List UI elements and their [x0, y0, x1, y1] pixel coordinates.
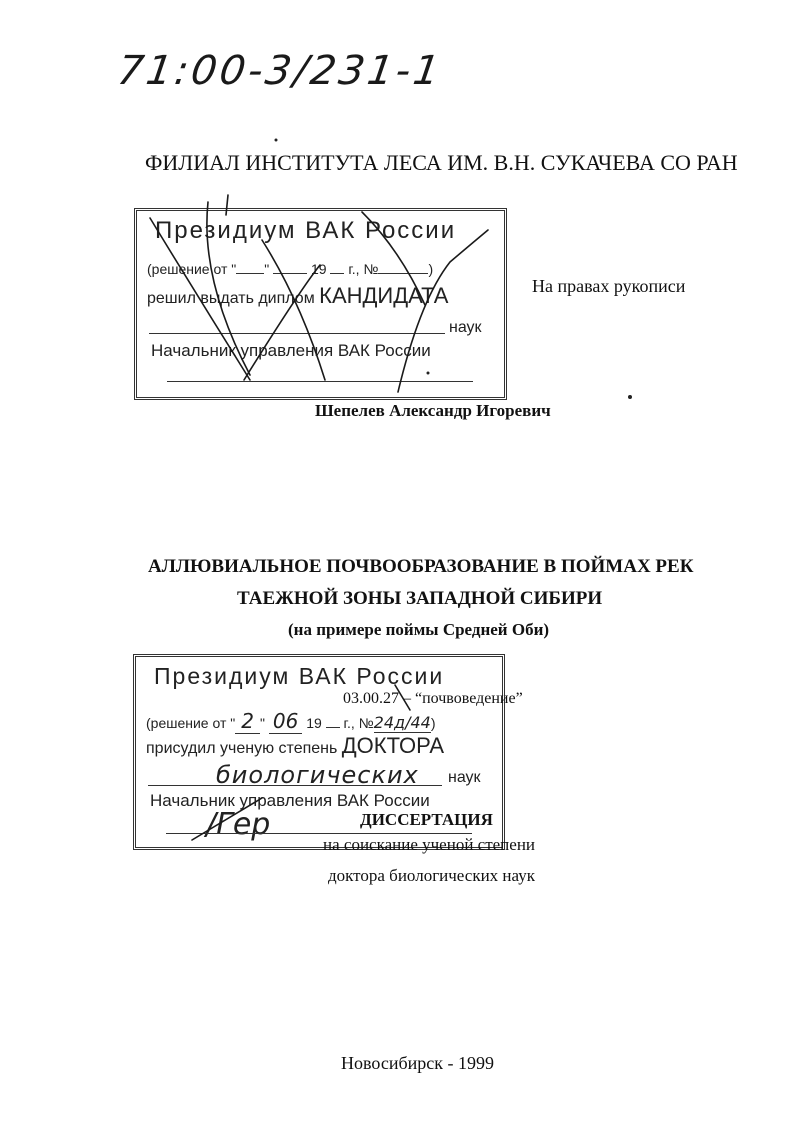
decision-prefix: (решение от "	[147, 261, 237, 277]
ink-dot	[628, 395, 632, 399]
science-suffix: наук	[449, 319, 482, 336]
decision-suffix: г., №	[348, 261, 379, 277]
crossout-stroke	[226, 195, 228, 215]
decision-year: 19	[306, 715, 322, 731]
handwritten-number: 24д/44	[373, 713, 431, 732]
thesis-subtitle: (на примере поймы Средней Оби)	[288, 620, 550, 639]
thesis-title-line-1: АЛЛЮВИАЛЬНОЕ ПОЧВООБРАЗОВАНИЕ В ПОЙМАХ РЕК	[148, 556, 694, 577]
manuscript-note: На правах рукописи	[532, 276, 686, 296]
city-year: Новосибирск - 1999	[341, 1053, 494, 1073]
crossout-stroke	[244, 265, 320, 380]
crossout-stroke	[262, 240, 325, 380]
crossout-stroke	[398, 230, 488, 392]
specialty-code: 03.00.27 – “почвоведение”	[343, 690, 523, 707]
purpose-line-1: на соискание ученой степени	[323, 835, 536, 854]
handwritten-day: 2	[235, 709, 260, 734]
dissertation-label: ДИССЕРТАЦИЯ	[360, 810, 493, 829]
pen-stroke	[192, 798, 262, 840]
ink-dot	[275, 139, 278, 142]
institution-header: ФИЛИАЛ ИНСТИТУТА ЛЕСА ИМ. В.Н. СУКАЧЕВА СО РАН	[145, 150, 738, 175]
archive-code: 71:00-3/231-1	[114, 48, 446, 94]
decision-mid: "	[264, 261, 270, 277]
ink-dot	[427, 372, 430, 375]
degree-doctor: ДОКТОРА	[341, 733, 445, 758]
decision-mid: "	[259, 715, 265, 731]
decision-close: )	[430, 715, 436, 731]
head-signature: /Гер	[206, 807, 271, 842]
degree-candidate: КАНДИДАТА	[319, 283, 449, 308]
decision-suffix: г., №	[343, 715, 374, 731]
award-text: присудил ученую степень	[146, 740, 338, 757]
crossout-stroke	[362, 212, 425, 305]
thesis-title-line-2: ТАЕЖНОЙ ЗОНЫ ЗАПАДНОЙ СИБИРИ	[237, 588, 603, 609]
crossout-stroke	[150, 218, 250, 380]
handwritten-month: 06	[269, 709, 302, 734]
pen-stroke	[395, 685, 410, 710]
decision-prefix: (решение от "	[146, 715, 236, 731]
stamp-head: Начальник управления ВАК России	[150, 791, 430, 810]
stamp-title: Президиум ВАК России	[154, 663, 445, 689]
decision-close: )	[428, 261, 434, 277]
award-text: решил выдать диплом	[147, 290, 315, 307]
stamp-title: Президиум ВАК России	[155, 217, 457, 244]
crossout-stroke	[207, 202, 250, 375]
handwritten-science: биологических	[216, 761, 419, 789]
decision-year: 19	[311, 261, 327, 277]
purpose-line-2: доктора биологических наук	[328, 866, 535, 885]
stamp-head: Начальник управления ВАК России	[151, 341, 431, 360]
author-name: Шепелев Александр Игоревич	[315, 401, 551, 420]
science-suffix: наук	[448, 769, 481, 786]
